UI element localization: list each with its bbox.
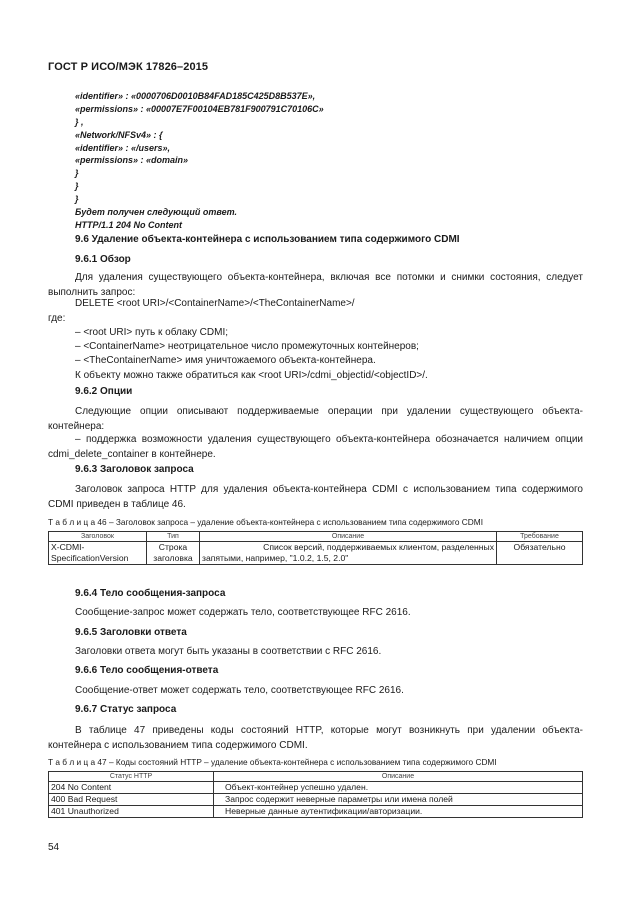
table-row xyxy=(49,782,583,794)
code-line: «permissions» : «domain» xyxy=(75,155,189,166)
column-header: Заголовок xyxy=(49,532,147,542)
section-heading-9-6: 9.6 Удаление объекта-контейнера с использованием типа содержимого CDMI xyxy=(75,234,460,245)
paragraph: Заголовок запроса HTTP для удаления объекта-контейнера CDMI с использованием типа содержимого CDMI приведен в таблице 46. xyxy=(48,484,583,510)
table-cell: Неверные данные аутентификации/авторизации. xyxy=(214,806,583,818)
paragraph: Следующие опции описывают поддерживаемые операции при удалении существующего объекта-контейнера: xyxy=(48,406,583,432)
table-cell: Объект-контейнер успешно удален. xyxy=(214,782,583,794)
subsection-heading-9-6-6: 9.6.6 Тело сообщения-ответа xyxy=(75,665,219,676)
list-item: – <ContainerName> неотрицательное число промежуточных контейнеров; xyxy=(75,341,419,352)
table-47 xyxy=(48,771,583,818)
table-46 xyxy=(48,531,583,565)
table-row xyxy=(49,806,583,818)
paragraph: Сообщение-запрос может содержать тело, соответствующее RFC 2616. xyxy=(75,607,411,618)
table-cell xyxy=(49,542,147,565)
cell-line: SpecificationVersion xyxy=(51,553,129,563)
paragraph: Заголовки ответа могут быть указаны в соответствии с RFC 2616. xyxy=(75,646,382,657)
table-cell: 401 Unauthorized xyxy=(49,806,214,818)
table-46-caption: Т а б л и ц а 46 – Заголовок запроса – удаление объекта-контейнера с использованием типа содержимого CDMI xyxy=(48,517,484,527)
column-header: Статус HTTP xyxy=(49,772,214,782)
code-block xyxy=(75,90,324,232)
cell-line: Список версий, поддерживаемых клиентом, разделенных xyxy=(263,542,494,552)
code-line: } xyxy=(75,168,79,179)
table-cell: 204 No Content xyxy=(49,782,214,794)
code-line: «Network/NFSv4» : { xyxy=(75,129,163,140)
list-item: – <TheContainerName> имя уничтожаемого объекта-контейнера. xyxy=(75,355,376,366)
page-number: 54 xyxy=(48,842,60,853)
paragraph: – поддержка возможности удаления существующего объекта-контейнера обозначается наличием опции cdmi_delete_container в контейнере. xyxy=(48,434,583,460)
code-line: «identifier» : «0000706D0010B84FAD185C425D8B537E», xyxy=(75,91,316,101)
command-line: DELETE <root URI>/<ContainerName>/<TheContainerName>/ xyxy=(75,298,355,309)
cell-line: Строка xyxy=(158,542,188,552)
list-item: – <root URI> путь к облаку CDMI; xyxy=(75,327,228,338)
column-header: Требование xyxy=(497,532,583,542)
table-47-caption: Т а б л и ц а 47 – Коды состояний HTTP – удаление объекта-контейнера с использованием типа содержимого CDMI xyxy=(48,757,497,767)
code-line: } xyxy=(75,194,79,205)
paragraph: Сообщение-ответ может содержать тело, соответствующее RFC 2616. xyxy=(75,685,404,696)
code-line: «identifier» : «/users», xyxy=(75,142,171,153)
subsection-heading-9-6-5: 9.6.5 Заголовки ответа xyxy=(75,627,187,638)
code-line: } xyxy=(75,181,79,192)
table-cell xyxy=(147,542,200,565)
table-row xyxy=(49,542,583,565)
table-cell: 400 Bad Request xyxy=(49,794,214,806)
table-header-row xyxy=(49,772,583,782)
column-header: Описание xyxy=(214,772,583,782)
table-cell: Обязательно xyxy=(497,542,583,565)
code-line: } , xyxy=(75,116,84,127)
code-line: «permissions» : «00007E7F00104EB781F900791C70106C» xyxy=(75,103,324,114)
subsection-heading-9-6-3: 9.6.3 Заголовок запроса xyxy=(75,464,194,475)
subsection-heading-9-6-1: 9.6.1 Обзор xyxy=(75,254,131,265)
cell-line: X-CDMI- xyxy=(51,542,85,552)
table-header-row xyxy=(49,532,583,542)
subsection-heading-9-6-4: 9.6.4 Тело сообщения-запроса xyxy=(75,588,226,599)
paragraph: В таблице 47 приведены коды состояний HTTP, которые могут возникнуть при удалении объекта-контейнера с использованием типа содержимого CDMI. xyxy=(48,725,583,751)
paragraph: Для удаления существующего объекта-контейнера, включая все потомки и снимки состояния, следует выполнить запрос: xyxy=(48,272,583,298)
column-header: Тип xyxy=(147,532,200,542)
code-line: HTTP/1.1 204 No Content xyxy=(75,219,183,230)
code-line: Будет получен следующий ответ. xyxy=(75,207,237,218)
where-label: где: xyxy=(48,313,66,324)
table-row xyxy=(49,794,583,806)
subsection-heading-9-6-2: 9.6.2 Опции xyxy=(75,386,133,397)
subsection-heading-9-6-7: 9.6.7 Статус запроса xyxy=(75,704,177,715)
paragraph: К объекту можно также обратиться как <root URI>/cdmi_objectid/<objectID>/. xyxy=(75,370,428,381)
table-cell xyxy=(200,542,497,565)
document-header: ГОСТ Р ИСО/МЭК 17826–2015 xyxy=(48,61,209,73)
table-cell: Запрос содержит неверные параметры или имена полей xyxy=(214,794,583,806)
cell-line: заголовка xyxy=(153,553,193,563)
column-header: Описание xyxy=(200,532,497,542)
cell-line: запятыми, например, "1.0.2, 1.5, 2.0" xyxy=(202,553,349,563)
